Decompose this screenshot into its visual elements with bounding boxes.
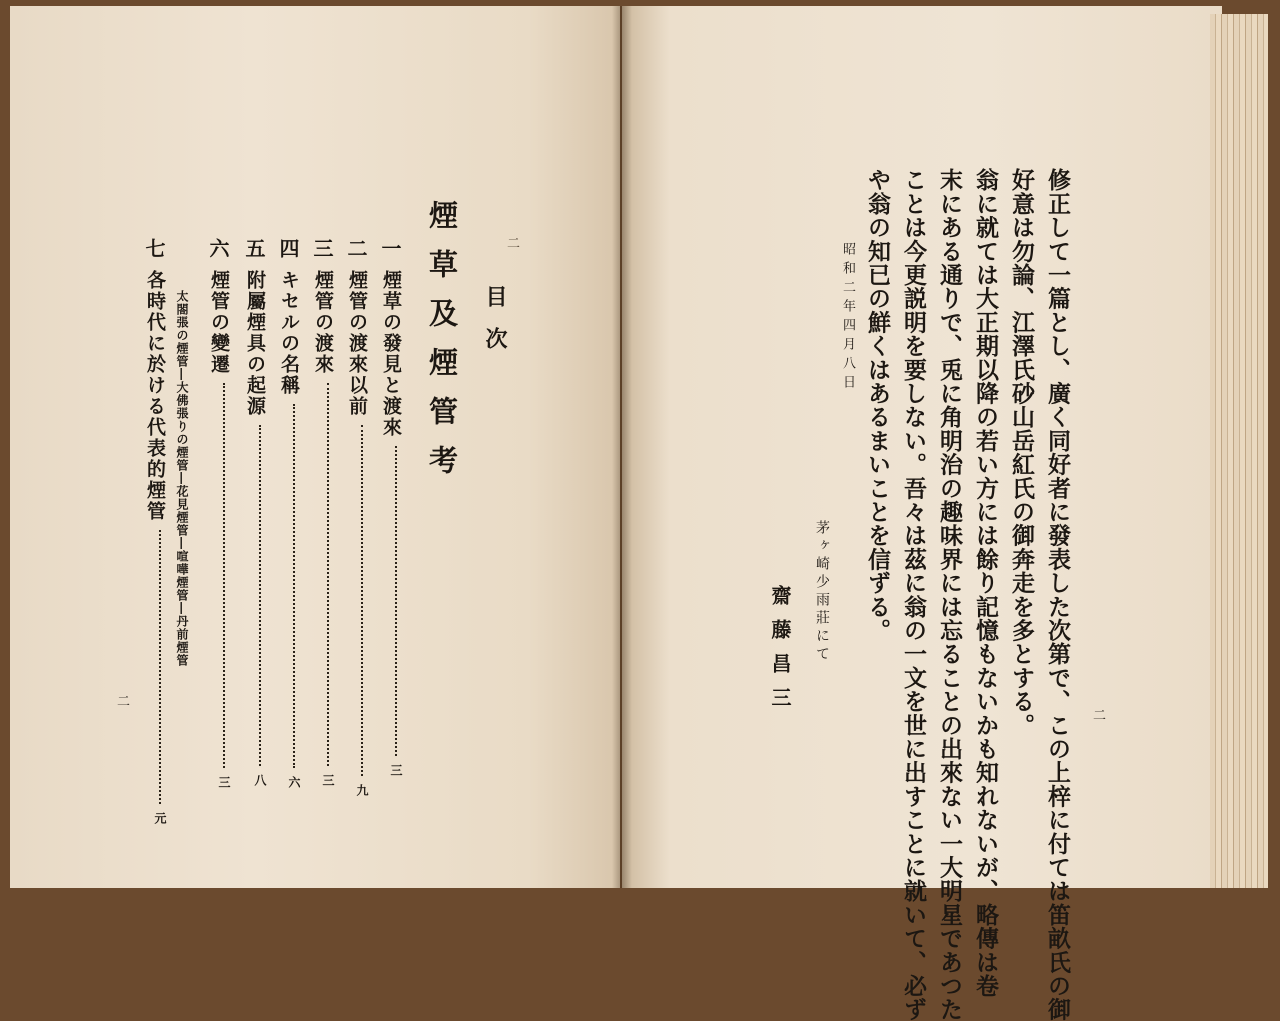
chapter-number: 三: [310, 238, 334, 258]
toc-chapter-4: [274, 238, 303, 788]
preface-date: 昭和二年四月八日: [840, 242, 855, 394]
page-edges: [1210, 14, 1268, 888]
part-title: 煙草及煙管考: [425, 200, 459, 494]
chapter-page: 三: [389, 764, 403, 776]
left-page-folio-top: 二: [504, 236, 519, 249]
chapter-number: 六: [206, 238, 230, 258]
body-line-5: ことは今更説明を要しない。吾々は茲に翁の一文を世に出すことに就いて、必ず: [900, 168, 927, 1021]
chapter-page: 九: [355, 784, 369, 796]
chapter-title: 煙管の渡來以前: [346, 270, 368, 417]
toc-chapter-1: [376, 238, 405, 776]
left-page-folio-bottom: 二: [114, 694, 129, 707]
leader-dots: [327, 383, 329, 766]
chapter-title: 煙管の渡來: [312, 270, 334, 375]
preface-author: 齋藤昌三: [768, 585, 792, 721]
book-gutter: [612, 6, 632, 888]
leader-dots: [259, 425, 261, 766]
toc-chapter-2: [342, 238, 371, 796]
leader-dots: [361, 425, 363, 776]
body-line-1: 修正して一篇とし、廣く同好者に發表した次第で、この上梓に付ては笛畝氏の御: [1044, 168, 1071, 1021]
chapter-page: 元: [153, 812, 167, 824]
leader-dots: [223, 383, 225, 768]
chapter-number: 二: [344, 238, 368, 258]
chapter-number: 五: [242, 238, 266, 258]
chapter-title: 煙管の變遷: [208, 270, 230, 375]
chapter-page: 三: [321, 774, 335, 786]
chapter-title: 各時代に於ける代表的煙管: [144, 270, 166, 522]
body-line-6: や翁の知已の鮮くはあるまいことを信ずる。: [864, 168, 891, 642]
chapter-page: 六: [287, 776, 301, 788]
body-line-3: 翁に就ては大正期以降の若い方には餘り記憶もないかも知れないが、略傳は卷: [972, 168, 999, 998]
chapter-title: 煙草の發見と渡來: [380, 270, 402, 438]
chapter-number: 四: [276, 238, 300, 258]
toc-chapter-6: [204, 238, 233, 788]
body-line-4: 末にある通りで、兎に角明治の趣味界には忘ることの出來ない一大明星であつた: [936, 168, 963, 1021]
toc-chapter-5: [240, 238, 269, 786]
chapter-number: 七: [142, 238, 166, 258]
chapter-subtopics: 太閤張の煙管―大佛張りの煙管―花見煙管―喧嘩煙管―丹前煙管: [175, 290, 189, 667]
chapter-page: 三: [217, 776, 231, 788]
toc-chapter-3: [308, 238, 337, 786]
preface-place: 茅ヶ崎少雨莊にて: [814, 520, 830, 664]
leader-dots: [395, 446, 397, 756]
leader-dots: [293, 404, 295, 768]
right-page-folio: 二: [1090, 708, 1105, 721]
chapter-page: 八: [253, 774, 267, 786]
chapter-title: キセルの名稱: [278, 270, 300, 396]
leader-dots: [159, 530, 161, 804]
toc-chapter-7: [140, 238, 169, 824]
toc-heading: 目次: [482, 285, 508, 369]
chapter-title: 附屬煙具の起源: [244, 270, 266, 417]
chapter-number: 一: [378, 238, 402, 258]
body-line-2: 好意は勿論、江澤氏砂山岳紅氏の御奔走を多とする。: [1008, 168, 1035, 737]
